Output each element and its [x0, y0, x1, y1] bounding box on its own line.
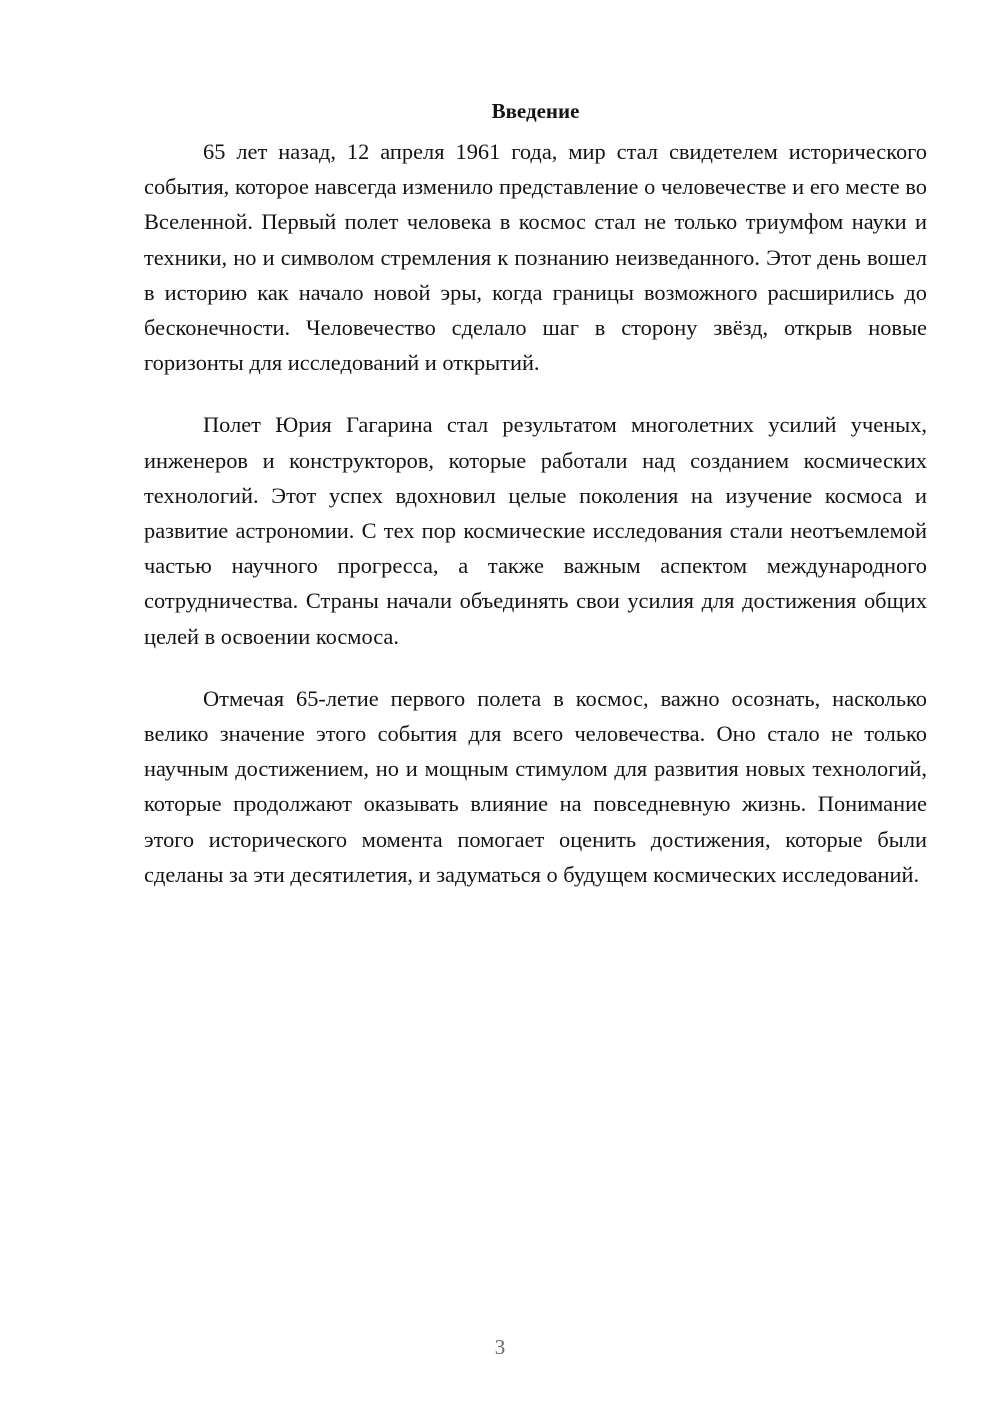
page-number: 3 — [494, 1335, 506, 1359]
paragraph-3: Отмечая 65-летие первого полета в космос, важно осознать, насколько велико значение этого события для всего человечества. Оно стало не только научным достижением, но и мощным стимулом для развития новых технологий, которые продолжают оказывать влияние на повседневную жизнь. Понимание этого исторического момента помогает оценить достижения, которые были сделаны за эти десятилетия, и задуматься о будущем космических исследований. — [144, 685, 927, 887]
page-content — [144, 96, 927, 919]
paragraph-1: 65 лет назад, 12 апреля 1961 года, мир стал свидетелем исторического события, которое навсегда изменило представление о человечестве и его месте во Вселенной. Первый полет человека в космос стал не только триумфом науки и техники, но и символом стремления к познанию неизведанного. Этот день вошел в историю как начало новой эры, когда границы возможного расширились до бесконечности. Человечество сделало шаг в сторону звёзд, открыв новые горизонты для исследований и открытий. — [144, 139, 927, 376]
section-heading: Введение — [491, 99, 580, 123]
paragraph-2: Полет Юрия Гагарина стал результатом многолетних усилий ученых, инженеров и конструкторов, которые работали над созданием космических технологий. Этот успех вдохновил целые поколения на изучение космоса и развитие астрономии. С тех пор космические исследования стали неотъемлемой частью научного прогресса, а также важным аспектом международного сотрудничества. Страны начали объединять свои усилия для достижения общих целей в освоении космоса. — [144, 412, 927, 649]
